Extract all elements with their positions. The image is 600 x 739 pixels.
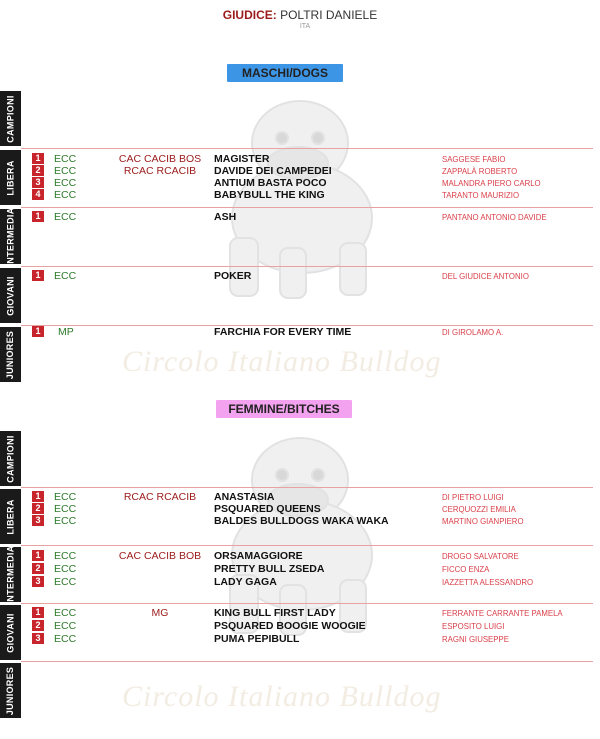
section-header-dogs: MASCHI/DOGS — [227, 64, 343, 82]
qualification: ECC — [54, 153, 77, 165]
owner-name: ESPOSITO LUIGI — [442, 621, 505, 631]
dog-name: BALDES BULLDOGS WAKA WAKA — [214, 515, 389, 527]
qualification: ECC — [54, 515, 77, 527]
owner-name: TARANTO MAURIZIO — [442, 190, 520, 200]
owner-name: FICCO ENZA — [442, 564, 490, 574]
place-badge: 4 — [32, 189, 44, 200]
dog-name: PRETTY BULL ZSEDA — [214, 563, 325, 575]
place-badge: 2 — [32, 620, 44, 631]
qualification: ECC — [54, 270, 77, 282]
award-title: CAC CACIB BOS — [118, 153, 202, 165]
owner-name: FERRANTE CARRANTE PAMELA — [442, 608, 563, 618]
qualification: MP — [58, 326, 74, 338]
award-title: CAC CACIB BOB — [118, 550, 202, 562]
class-label-giovani: GIOVANI — [0, 605, 21, 660]
place-badge: 1 — [32, 153, 44, 164]
qualification: ECC — [54, 633, 77, 645]
place-badge: 1 — [32, 326, 44, 337]
judge-line — [0, 8, 600, 22]
qualification: ECC — [54, 491, 77, 503]
place-badge: 2 — [32, 503, 44, 514]
dog-name: ASH — [214, 211, 237, 223]
dog-name: ANTIUM BASTA POCO — [214, 177, 327, 189]
place-badge: 1 — [32, 550, 44, 561]
owner-name: SAGGESE FABIO — [442, 154, 506, 164]
dog-name: DAVIDE DEI CAMPEDEI — [214, 165, 332, 177]
class-label-giovani: GIOVANI — [0, 268, 21, 323]
judge-label: GIUDICE: — [222, 8, 277, 22]
place-badge: 3 — [32, 177, 44, 188]
place-badge: 3 — [32, 576, 44, 587]
dog-name: MAGISTER — [214, 153, 270, 165]
divider — [21, 603, 593, 604]
dog-name: FARCHIA FOR EVERY TIME — [214, 326, 352, 338]
judge-name: POLTRI DANIELE — [280, 8, 378, 22]
qualification: ECC — [54, 211, 77, 223]
qualification: ECC — [54, 576, 77, 588]
dog-name: KING BULL FIRST LADY — [214, 607, 336, 619]
qualification: ECC — [54, 177, 77, 189]
class-label-campioni: CAMPIONI — [0, 91, 21, 146]
class-label-intermedia: INTERMEDIA — [0, 547, 21, 602]
dog-name: BABYBULL THE KING — [214, 189, 325, 201]
owner-name: MARTINO GIANPIERO — [442, 516, 524, 526]
dog-name: ORSAMAGGIORE — [214, 550, 303, 562]
award-title: RCAC RCACIB — [123, 491, 197, 503]
class-label-juniores: JUNIORES — [0, 663, 21, 718]
place-badge: 2 — [32, 563, 44, 574]
place-badge: 2 — [32, 165, 44, 176]
owner-name: RAGNI GIUSEPPE — [442, 634, 509, 644]
qualification: ECC — [54, 503, 77, 515]
class-label-libera: LIBERA — [0, 489, 21, 544]
class-label-intermedia: INTERMEDIA — [0, 209, 21, 264]
dog-name: PUMA PEPIBULL — [214, 633, 300, 645]
dog-name: PSQUARED QUEENS — [214, 503, 321, 515]
owner-name: DI GIROLAMO A. — [442, 327, 504, 337]
watermark-text-2: Circolo Italiano Bulldog — [122, 680, 442, 713]
owner-name: DI PIETRO LUIGI — [442, 492, 504, 502]
place-badge: 1 — [32, 491, 44, 502]
qualification: ECC — [54, 607, 77, 619]
dog-name: ANASTASIA — [214, 491, 275, 503]
dog-name: POKER — [214, 270, 252, 282]
qualification: ECC — [54, 620, 77, 632]
judge-country: ITA — [299, 23, 311, 30]
owner-name: DEL GIUDICE ANTONIO — [442, 271, 529, 281]
award-title: MG — [151, 607, 169, 619]
owner-name: CERQUOZZI EMILIA — [442, 504, 516, 514]
dog-name: PSQUARED BOOGIE WOOGIE — [214, 620, 366, 632]
place-badge: 1 — [32, 211, 44, 222]
watermark-text: Circolo Italiano Bulldog — [122, 345, 442, 378]
divider — [21, 487, 593, 488]
owner-name: ZAPPALÀ ROBERTO — [442, 166, 518, 176]
owner-name: MALANDRA PIERO CARLO — [442, 178, 541, 188]
class-label-campioni: CAMPIONI — [0, 431, 21, 486]
place-badge: 1 — [32, 270, 44, 281]
award-title: RCAC RCACIB — [123, 165, 197, 177]
class-label-juniores: JUNIORES — [0, 327, 21, 382]
place-badge: 1 — [32, 607, 44, 618]
place-badge: 3 — [32, 515, 44, 526]
divider — [21, 266, 593, 267]
qualification: ECC — [54, 563, 77, 575]
place-badge: 3 — [32, 633, 44, 644]
section-header-bitches: FEMMINE/BITCHES — [216, 400, 352, 418]
qualification: ECC — [54, 550, 77, 562]
qualification: ECC — [54, 165, 77, 177]
owner-name: DROGO SALVATORE — [442, 551, 519, 561]
owner-name: IAZZETTA ALESSANDRO — [442, 577, 534, 587]
class-label-libera: LIBERA — [0, 150, 21, 205]
owner-name: PANTANO ANTONIO DAVIDE — [442, 212, 547, 222]
divider — [21, 148, 593, 149]
dog-name: LADY GAGA — [214, 576, 277, 588]
qualification: ECC — [54, 189, 77, 201]
divider — [21, 545, 593, 546]
divider — [21, 661, 593, 662]
divider — [21, 207, 593, 208]
